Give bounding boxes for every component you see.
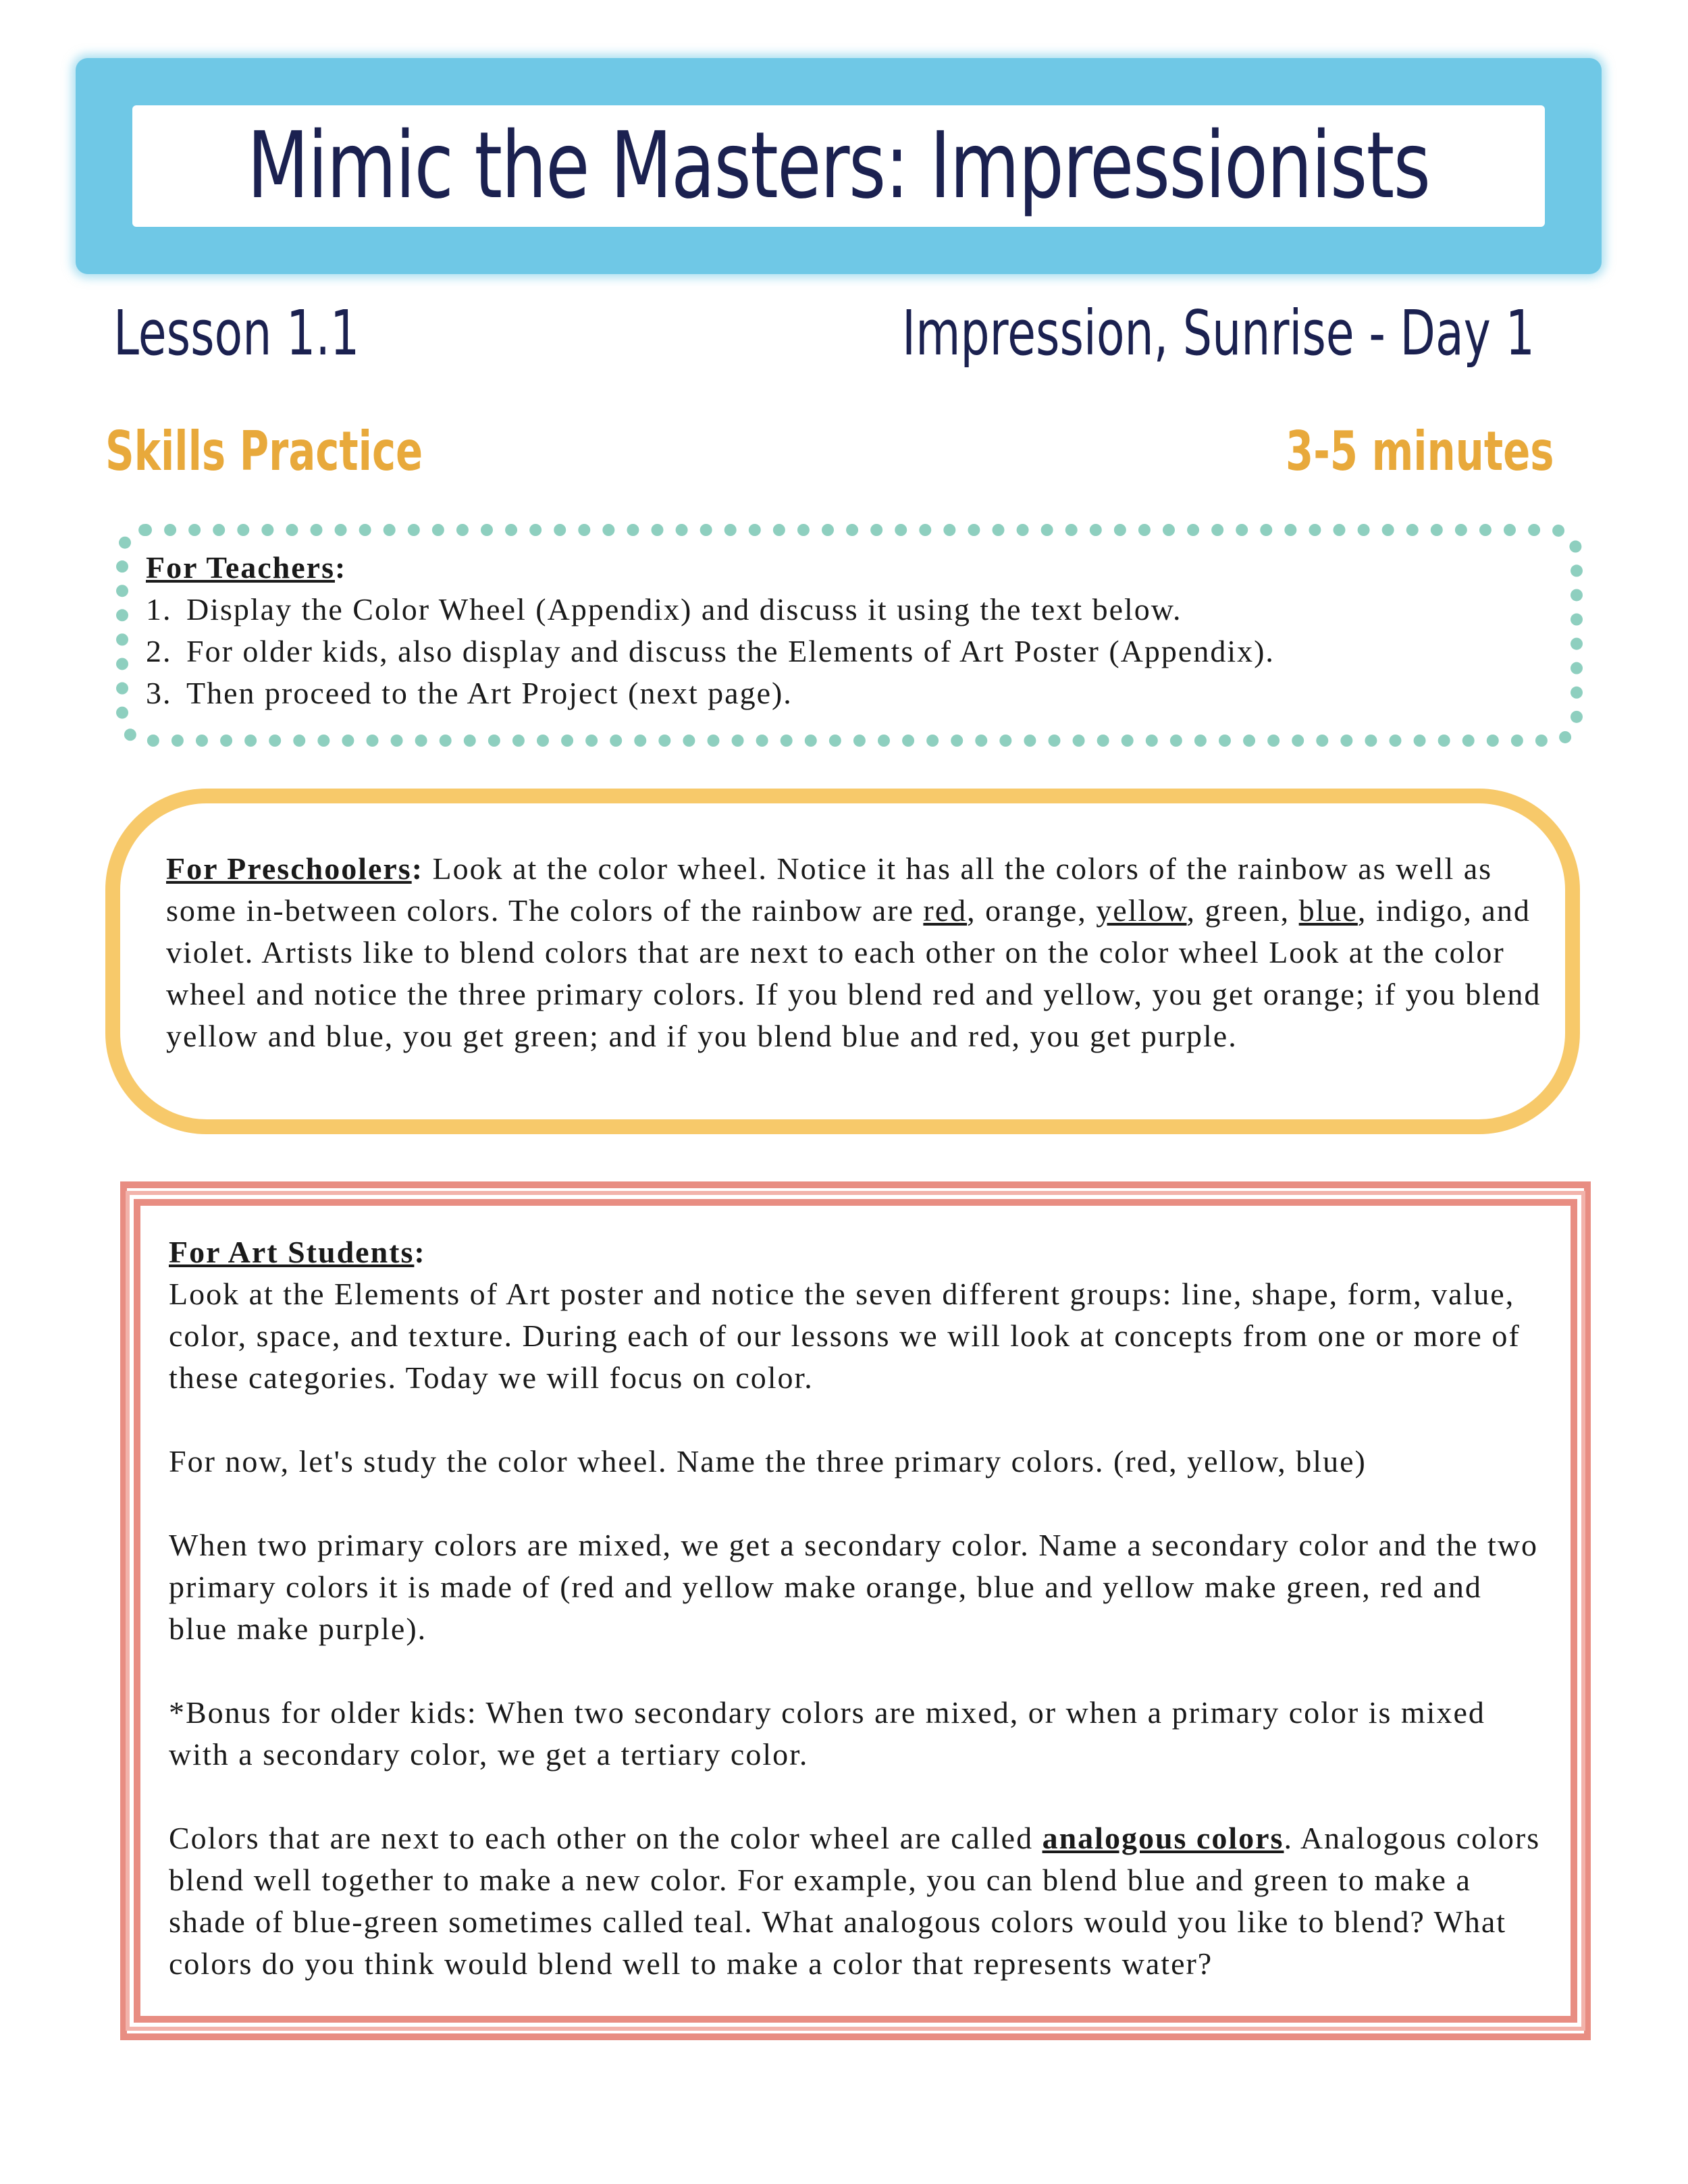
art-students-heading: For Art Students [169, 1235, 415, 1269]
art-paragraph-tertiary: *Bonus for older kids: When two secondary colors are mixed, or when a primary color is mixed with a secondary color, we get a tertiary color. [169, 1695, 1485, 1772]
art-paragraph-primary: For now, let's study the color wheel. Name the three primary colors. (red, yellow, blue) [169, 1444, 1367, 1479]
art-students-box [134, 1199, 1577, 2023]
lesson-number: Lesson 1.1 [113, 297, 360, 369]
title-banner [76, 58, 1602, 274]
list-item: 2. For older kids, also display and discuss the Elements of Art Poster (Appendix). [146, 634, 1275, 668]
teachers-heading: For Teachers [146, 550, 335, 585]
art-paragraph-analogous: Colors that are next to each other on the color wheel are called analogous colors. Analogous colors blend well together to make a new color. For example, you can blend blue and green to make a shade of blue-green sometimes called teal. What analogous colors would you like to blend? What colors do you think would blend well to make a color that represents water? [169, 1821, 1541, 1981]
preschoolers-box [105, 789, 1580, 1134]
list-item: 1. Display the Color Wheel (Appendix) and discuss it using the text below. [146, 592, 1182, 627]
teachers-steps [146, 589, 1550, 714]
section-heading: Skills Practice [105, 420, 423, 483]
lesson-subtitle: Impression, Sunrise - Day 1 [902, 297, 1535, 369]
art-paragraph-elements: Look at the Elements of Art poster and notice the seven different groups: line, shape, form, value, color, space, and texture. During each of our lessons we will look at concepts from one or more of these categories. Today we will focus on color. [169, 1277, 1521, 1395]
preschoolers-paragraph: For Preschoolers: Look at the color wheel. Notice it has all the colors of the rainbow as well as some in-between colors. The colors of the rainbow are red, orange, yellow, green, blue, indigo, and violet. Artists like to blend colors that are next to each other on the color wheel Look at the color wheel and notice the three primary colors. If you blend red and yellow, you get orange; if you blend yellow and blue, you get green; and if you blend blue and red, you get purple. [166, 851, 1541, 1053]
preschoolers-heading: For Preschoolers [166, 851, 412, 886]
page-title: Mimic the Masters: Impressionists [247, 113, 1430, 219]
art-paragraph-secondary: When two primary colors are mixed, we get a secondary color. Name a secondary color and the two primary colors it is made of (red and yellow make orange, blue and yellow make green, red and blue make purple). [169, 1528, 1539, 1646]
list-item: 3. Then proceed to the Art Project (next page). [146, 676, 793, 710]
title-frame [132, 105, 1545, 227]
analogous-colors-term: analogous colors [1042, 1821, 1284, 1855]
teachers-box [116, 524, 1583, 747]
teachers-content: For Teachers: 1. Display the Color Wheel (Appendix) and discuss it using the text below. 2. For older kids, also display and discuss the Elements of Art Poster (Appendix). 3. Then proceed to the Art Project (next page). [146, 547, 1550, 714]
duration-label: 3-5 minutes [1286, 420, 1554, 483]
art-students-content: For Art Students: Look at the Elements of Art poster and notice the seven different groups: line, shape, form, value, color, space, and texture. During each of our lessons we will look at concepts from one or more of these categories. Today we will focus on color. For now, let's study the color wheel. Name the three primary colors. (red, yellow, blue) When two primary colors are mixed, we get a secondary color. Name a secondary color and the two primary colors it is made of (red and yellow make orange, blue and yellow make green, red and blue make purple). *Bonus for older kids: When two secondary colors are mixed, or when a primary color is mixed with a secondary color, we get a tertiary color. Colors that are next to each other on the color wheel are called analogous colors. Analogous colors blend well together to make a new color. For example, you can blend blue and green to make a shade of blue-green sometimes called teal. What analogous colors would you like to blend? What colors do you think would blend well to make a color that represents water? [169, 1231, 1546, 2027]
